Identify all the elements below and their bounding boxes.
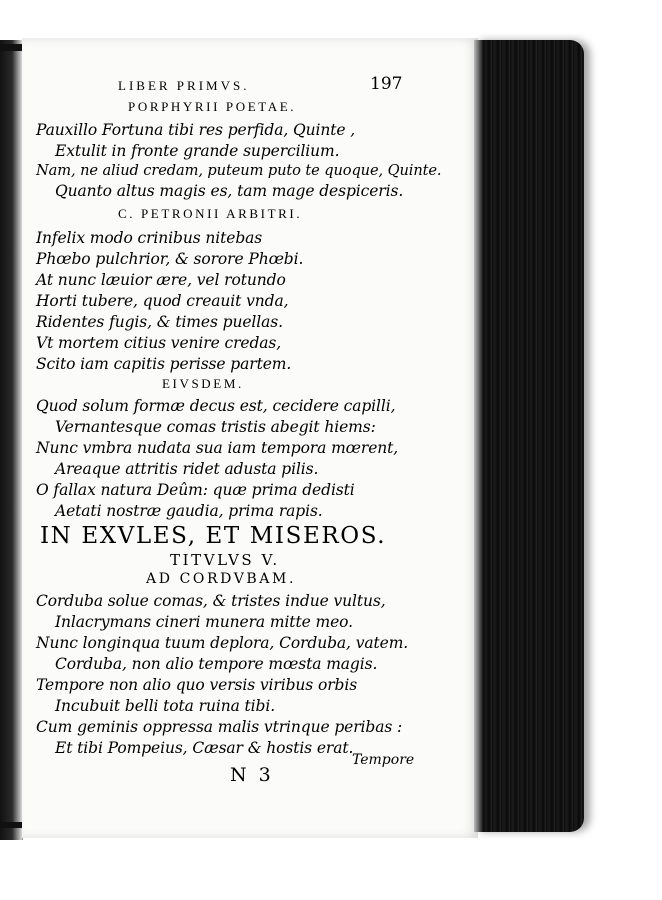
- verse-line: Corduba, non alio tempore mœsta magis.: [55, 655, 378, 673]
- page-number: 197: [370, 74, 403, 94]
- verse-line: Vt mortem citius venire credas,: [36, 334, 282, 352]
- section-heading: PORPHYRII POETAE.: [128, 99, 297, 114]
- poem-heading: AD CORDVBAM.: [146, 571, 296, 587]
- verse-line: Et tibi Pompeius, Cæsar & hostis erat.: [55, 739, 354, 757]
- section-heading: C. PETRONII ARBITRI.: [118, 206, 303, 221]
- verse-line: Extulit in fronte grande supercilium.: [55, 142, 340, 160]
- verse-line: Scito iam capitis perisse partem.: [36, 355, 292, 373]
- page-curl-shadow: [474, 40, 482, 832]
- printer-signature: N 3: [230, 764, 274, 786]
- verse-line: Quanto altus magis es, tam mage despiceris.: [55, 182, 404, 200]
- verse-line: Nunc vmbra nudata sua iam tempora mœrent,: [36, 439, 399, 457]
- verse-line: Nam, ne aliud credam, puteum puto te quoque, Quinte.: [36, 162, 442, 179]
- verse-line: O fallax natura Deûm: quæ prima dedisti: [36, 481, 355, 499]
- verse-line: Corduba solue comas, & tristes indue vultus,: [36, 592, 386, 610]
- verse-line: Tempore non alio quo versis viribus orbis: [36, 676, 358, 694]
- verse-line: At nunc læuior ære, vel rotundo: [36, 271, 286, 289]
- catchword: Tempore: [352, 752, 415, 768]
- previous-page-edge: [0, 40, 23, 840]
- verse-line: Phœbo pulchrior, & sorore Phœbi.: [36, 250, 304, 268]
- verse-line: Infelix modo crinibus nitebas: [36, 229, 263, 247]
- running-head: LIBER PRIMVS.: [118, 78, 250, 93]
- verse-line: Inlacrymans cineri munera mitte meo.: [55, 613, 353, 631]
- verse-line: Pauxillo Fortuna tibi res perfida, Quinte ,: [36, 121, 356, 139]
- chapter-subtitle: TITVLVS V.: [170, 551, 280, 569]
- verse-line: Areaque attritis ridet adusta pilis.: [55, 460, 319, 478]
- verse-line: Ridentes fugis, & times puellas.: [36, 313, 283, 331]
- section-heading: EIVSDEM.: [162, 376, 244, 391]
- verse-line: Incubuit belli tota ruina tibi.: [55, 697, 276, 715]
- verse-line: Horti tubere, quod creauit vnda,: [36, 292, 289, 310]
- verse-line: Vernantesque comas tristis abegit hiems:: [55, 418, 376, 436]
- book-fore-edge: [474, 40, 584, 832]
- verse-line: Nunc longinqua tuum deplora, Corduba, vatem.: [36, 634, 409, 652]
- verse-line: Aetati nostræ gaudia, prima rapis.: [55, 502, 323, 520]
- verse-line: Quod solum formæ decus est, cecidere capilli,: [36, 397, 396, 415]
- chapter-title: IN EXVLES, ET MISEROS.: [40, 523, 387, 549]
- verse-line: Cum geminis oppressa malis vtrinque peribas :: [36, 718, 403, 736]
